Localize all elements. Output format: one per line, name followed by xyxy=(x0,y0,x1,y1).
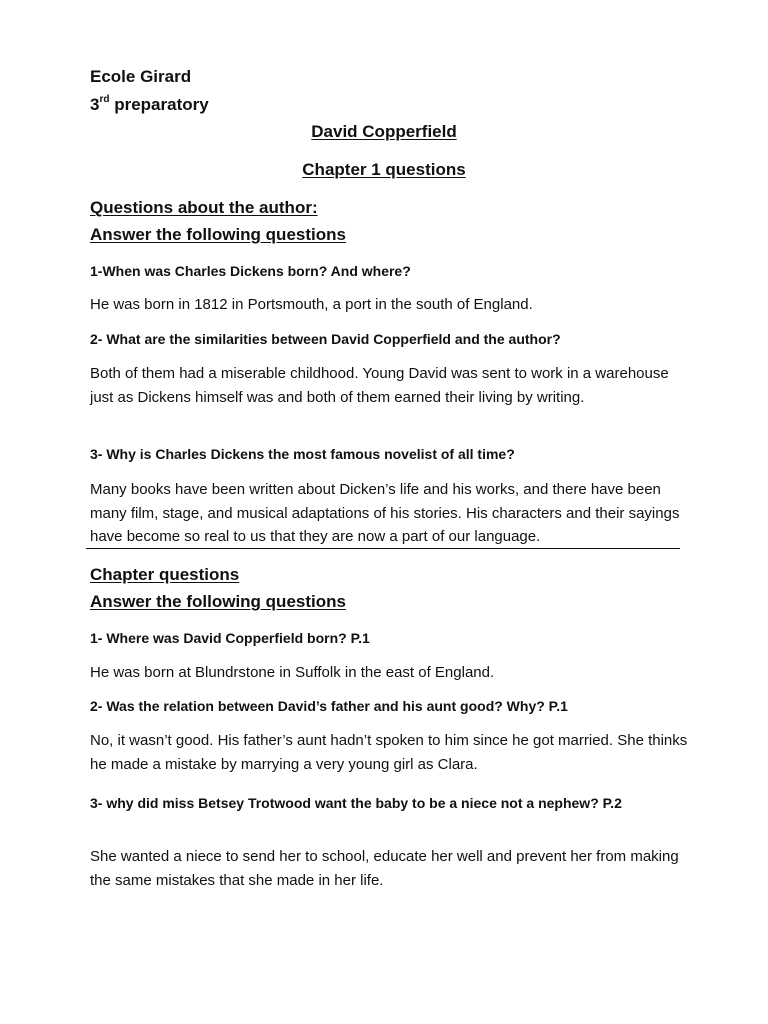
author-answer-2: Both of them had a miserable childhood. Young David was sent to work in a warehouse just as Dickens himself was and both of them earned their living by writing. xyxy=(90,365,669,406)
document-title: David Copperfield xyxy=(311,122,457,141)
grade-level xyxy=(90,95,209,115)
chapter-question-1: 1- Where was David Copperfield born? P.1 xyxy=(90,630,370,646)
chapter-question-2: 2- Was the relation between David’s father and his aunt good? Why? P.1 xyxy=(90,698,568,714)
author-answer-3: Many books have been written about Dicken’s life and his works, and there have been many film, stage, and musical adaptations of his stories. His characters and their sayings have become so real to us that they are now a part of our language. xyxy=(90,481,680,545)
chapter-question-3: 3- why did miss Betsey Trotwood want the baby to be a niece not a nephew? P.2 xyxy=(90,795,622,811)
grade-word: preparatory xyxy=(114,95,209,114)
author-section-instruction: Answer the following questions xyxy=(90,225,346,244)
section-divider xyxy=(86,548,680,549)
chapter-answer-3: She wanted a niece to send her to school, educate her well and prevent her from making the same mistakes that she made in her life. xyxy=(90,848,679,889)
author-question-3: 3- Why is Charles Dickens the most famous novelist of all time? xyxy=(90,446,515,462)
author-section-heading: Questions about the author: xyxy=(90,198,318,217)
document-title-wrap xyxy=(0,122,768,142)
author-question-2: 2- What are the similarities between David Copperfield and the author? xyxy=(90,331,561,347)
author-answer-1: He was born in 1812 in Portsmouth, a port in the south of England. xyxy=(90,296,533,313)
document-subtitle: Chapter 1 questions xyxy=(302,160,466,179)
grade-suffix: rd xyxy=(99,94,110,106)
chapter-answer-2: No, it wasn’t good. His father’s aunt hadn’t spoken to him since he got married. She thinks he made a mistake by marrying a very young girl as Clara. xyxy=(90,732,688,773)
author-question-1: 1-When was Charles Dickens born? And where? xyxy=(90,263,411,279)
document-subtitle-wrap xyxy=(0,160,768,180)
grade-number: 3 xyxy=(90,95,100,114)
chapter-answer-1: He was born at Blundrstone in Suffolk in the east of England. xyxy=(90,664,495,681)
school-name: Ecole Girard xyxy=(90,67,192,86)
chapter-section-instruction: Answer the following questions xyxy=(90,592,346,611)
chapter-section-heading: Chapter questions xyxy=(90,565,240,584)
